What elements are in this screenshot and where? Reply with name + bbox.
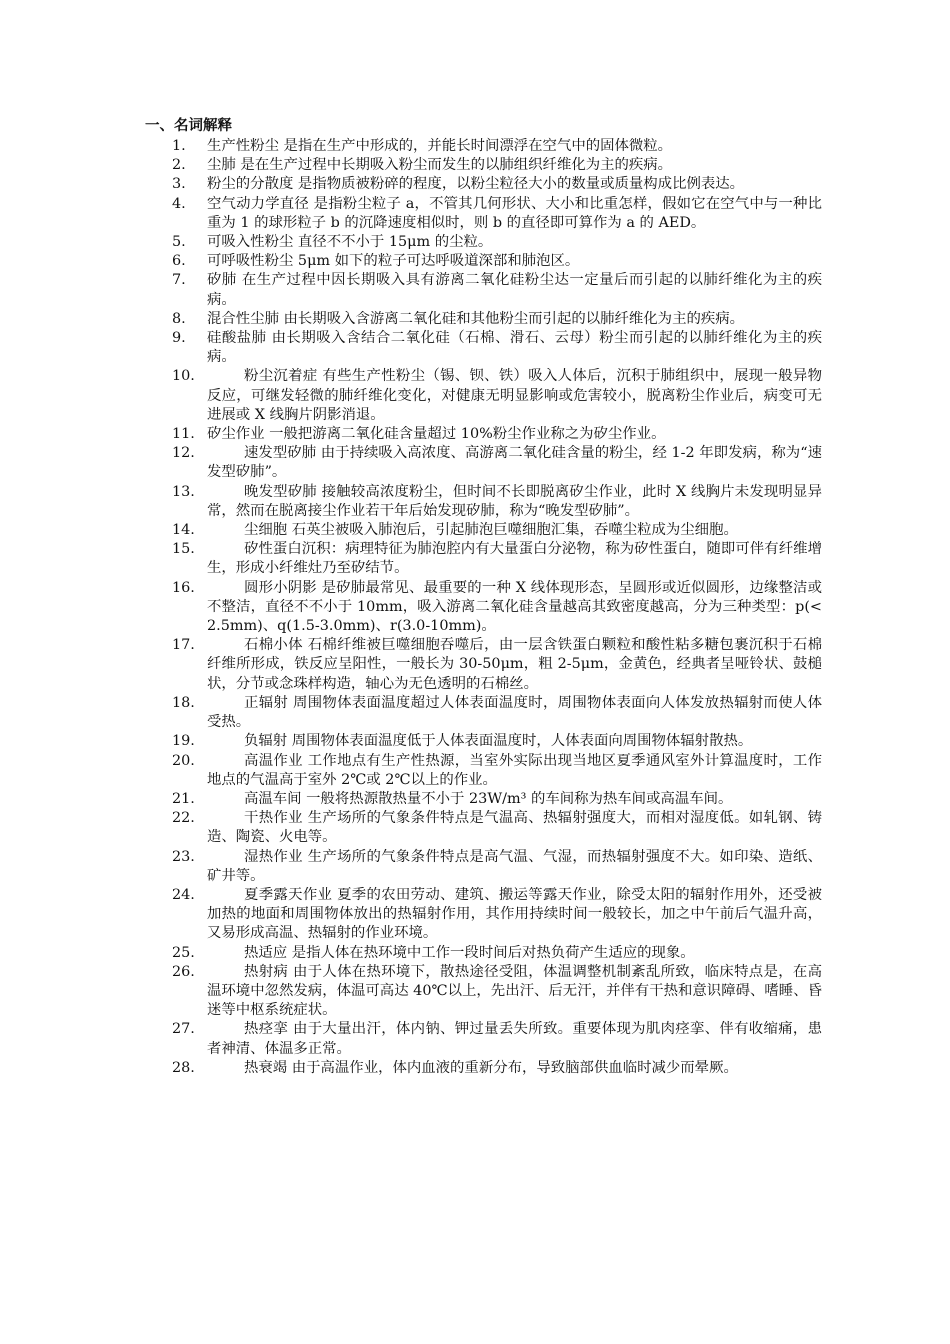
term-number: 11. — [172, 426, 195, 443]
term-number: 3. — [172, 176, 186, 193]
term-text: 矽肺 在生产过程中因长期吸入具有游离二氧化硅粉尘达一定量后而引起的以肺纤维化为主的疾病。 — [207, 272, 822, 308]
term-item — [172, 944, 822, 963]
term-text: 圆形小阴影 是矽肺最常见、最重要的一种 X 线体现形态，呈圆形或近似圆形，边缘整洁或不整洁，直径不不小于 10mm，吸入游离二氧化硅含量越高其致密度越高，分为三种类型：p(<2.5mm)、q(1.5-3.0mm)、r(3.0-10mm)。 — [207, 579, 822, 635]
term-item — [172, 156, 822, 175]
term-number: 5. — [172, 234, 186, 251]
term-text: 速发型矽肺 由于持续吸入高浓度、高游离二氧化硅含量的粉尘，经 1-2 年即发病，称为“速发型矽肺”。 — [207, 445, 822, 481]
term-text: 热适应 是指人体在热环境中工作一段时间后对热负荷产生适应的现象。 — [244, 944, 695, 961]
term-number: 2. — [172, 157, 186, 174]
term-number: 15. — [172, 541, 195, 558]
term-item — [172, 579, 822, 637]
term-number: 20. — [172, 752, 195, 769]
term-text: 夏季露天作业 夏季的农田劳动、建筑、搬运等露天作业，除受太阳的辐射作用外，还受被加热的地面和周围物体放出的热辐射作用，其作用持续时间一般较长，加之中午前后气温升高，又易形成高温、热辐射的作业环境。 — [207, 886, 822, 942]
term-text: 混合性尘肺 由长期吸入含游离二氧化硅和其他粉尘而引起的以肺纤维化为主的疾病。 — [207, 310, 745, 327]
term-item — [172, 329, 822, 367]
term-text: 空气动力学直径 是指粉尘粒子 a，不管其几何形状、大小和比重怎样，假如它在空气中与一种比重为 1 的球形粒子 b 的沉降速度相似时，则 b 的直径即可算作为 a 的 AED。 — [207, 195, 822, 231]
term-number: 12. — [172, 445, 195, 462]
term-list — [172, 137, 822, 1078]
term-item — [172, 175, 822, 194]
term-number: 25. — [172, 944, 195, 961]
term-item — [172, 1020, 822, 1058]
term-number: 10. — [172, 368, 195, 385]
term-number: 16. — [172, 579, 195, 596]
term-text: 尘细胞 石英尘被吸入肺泡后，引起肺泡巨噬细胞汇集，吞噬尘粒成为尘细胞。 — [244, 522, 738, 539]
term-text: 可呼吸性粉尘 5μm 如下的粒子可达呼吸道深部和肺泡区。 — [207, 253, 580, 270]
section-title: 一、名词解释 — [145, 117, 232, 134]
term-number: 13. — [172, 483, 195, 500]
term-text: 高温作业 工作地点有生产性热源，当室外实际出现当地区夏季通风室外计算温度时，工作地点的气温高于室外 2℃或 2℃以上的作业。 — [207, 752, 822, 788]
term-item — [172, 425, 822, 444]
term-item — [172, 732, 822, 751]
term-item — [172, 809, 822, 847]
term-text: 矽性蛋白沉积：病理特征为肺泡腔内有大量蛋白分泌物，称为矽性蛋白，随即可伴有纤维增生，形成小纤维灶乃至矽结节。 — [207, 541, 822, 577]
term-text: 负辐射 周围物体表面温度低于人体表面温度时，人体表面向周围物体辐射散热。 — [244, 733, 753, 750]
term-item — [172, 790, 822, 809]
term-item — [172, 540, 822, 578]
term-number: 7. — [172, 272, 186, 289]
term-number: 19. — [172, 733, 195, 750]
term-text: 生产性粉尘 是指在生产中形成的，并能长时间漂浮在空气中的固体微粒。 — [207, 138, 673, 154]
term-number: 4. — [172, 195, 186, 212]
term-item — [172, 444, 822, 482]
term-item — [172, 636, 822, 694]
term-item — [172, 752, 822, 790]
term-item — [172, 521, 822, 540]
term-text: 热痉挛 由于大量出汗，体内钠、钾过量丢失所致。重要体现为肌肉痉挛、伴有收缩痛，患者神清、体温多正常。 — [207, 1021, 822, 1057]
term-item — [172, 1059, 822, 1078]
term-item — [172, 886, 822, 944]
term-text: 硅酸盐肺 由长期吸入含结合二氧化硅（石棉、滑石、云母）粉尘而引起的以肺纤维化为主的疾病。 — [207, 330, 822, 366]
term-number: 23. — [172, 848, 195, 865]
term-number: 8. — [172, 310, 186, 327]
term-number: 27. — [172, 1021, 195, 1038]
term-text: 正辐射 周围物体表面温度超过人体表面温度时，周围物体表面向人体发放热辐射而使人体受热。 — [207, 694, 822, 731]
term-item — [172, 137, 822, 156]
term-number: 17. — [172, 637, 195, 654]
term-number: 22. — [172, 810, 195, 827]
term-text: 粉尘的分散度 是指物质被粉碎的程度，以粉尘粒径大小的数量或质量构成比例表达。 — [207, 176, 745, 193]
term-text: 尘肺 是在生产过程中长期吸入粉尘而发生的以肺组织纤维化为主的疾病。 — [207, 157, 673, 174]
term-number: 9. — [172, 330, 186, 347]
term-item — [172, 271, 822, 309]
term-text: 可吸入性粉尘 直径不不小于 15μm 的尘粒。 — [207, 234, 493, 251]
term-item — [172, 483, 822, 521]
term-number: 14. — [172, 522, 195, 539]
term-text: 干热作业 生产场所的气象条件特点是气温高、热辐射强度大，而相对湿度低。如轧钢、铸造、陶瓷、火电等。 — [207, 810, 822, 846]
term-item — [172, 310, 822, 329]
term-number: 1. — [172, 138, 186, 154]
term-item — [172, 367, 822, 425]
term-number: 28. — [172, 1059, 195, 1076]
term-number: 26. — [172, 963, 195, 980]
term-text: 热射病 由于人体在热环境下，散热途径受阻，体温调整机制紊乱所致，临床特点是，在高温环境中忽然发病，体温可高达 40℃以上，先出汗、后无汗，并伴有干热和意识障碍、嗜睡、昏迷等中枢系统症状。 — [207, 963, 822, 1019]
term-item — [172, 233, 822, 252]
term-item — [172, 694, 822, 732]
term-text: 晚发型矽肺 接触较高浓度粉尘，但时间不长即脱离矽尘作业，此时 X 线胸片未发现明显异常，然而在脱离接尘作业若干年后始发现矽肺，称为“晚发型矽肺”。 — [207, 483, 822, 519]
term-item — [172, 195, 822, 233]
term-text: 石棉小体 石棉纤维被巨噬细胞吞噬后，由一层含铁蛋白颗粒和酸性粘多糖包裹沉积于石棉纤维所形成，铁反应呈阳性，一般长为 30-50μm，粗 2-5μm，金黄色，经典者呈哑铃状、鼓槌状，分节或念珠样构造，轴心为无色透明的石棉丝。 — [207, 637, 822, 692]
term-number: 18. — [172, 694, 195, 711]
term-number: 24. — [172, 886, 195, 903]
term-text: 矽尘作业 一般把游离二氧化硅含量超过 10%粉尘作业称之为矽尘作业。 — [207, 426, 666, 443]
term-item — [172, 963, 822, 1021]
term-number: 21. — [172, 790, 195, 807]
term-number: 6. — [172, 253, 186, 270]
term-item — [172, 848, 822, 886]
term-text: 热衰竭 由于高温作业，体内血液的重新分布，导致脑部供血临时减少而晕厥。 — [244, 1059, 738, 1076]
term-text: 粉尘沉着症 有些生产性粉尘（锡、钡、铁）吸入人体后，沉积于肺组织中，展现一般异物反应，可继发轻微的肺纤维化变化，对健康无明显影响或危害较小，脱离粉尘作业后，病变可无进展或 X 线胸片阴影消退。 — [207, 368, 822, 423]
term-item — [172, 252, 822, 271]
term-text: 湿热作业 生产场所的气象条件特点是高气温、气湿，而热辐射强度不大。如印染、造纸、矿井等。 — [207, 848, 822, 884]
term-text: 高温车间 一般将热源散热量不小于 23W/m³ 的车间称为热车间或高温车间。 — [244, 790, 733, 807]
